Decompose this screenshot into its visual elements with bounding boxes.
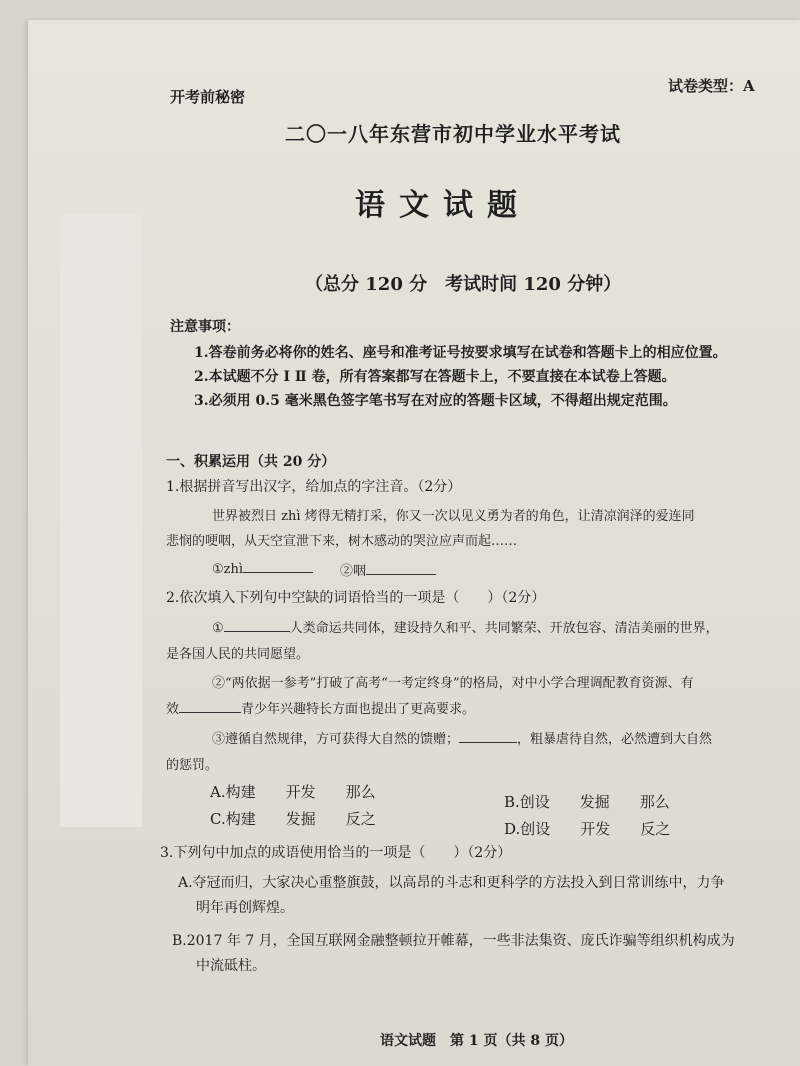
answer-blank-2: ②咽 (340, 560, 436, 579)
question-1-passage: 世界被烈日 zhì 烤得无精打采，你又一次以见义勇为者的角色，让清凉润泽的爱连同 (212, 509, 695, 524)
option-c: C.构建 发掘 反之 (210, 810, 376, 828)
question-3-stem: 3.下列句中加点的成语使用恰当的一项是（ ）（2分） (160, 845, 512, 861)
question-2-sentence-2: ②“两依据一参考”打破了高考“一考定终身”的格局，对中小学合理调配教育资源、有 (212, 676, 694, 691)
exam-meta: （总分 120 分 考试时间 120 分钟） (305, 274, 622, 295)
note-item: 2.本试题不分 Ⅰ Ⅱ 卷，所有答案都写在答题卡上，不要直接在本试卷上答题。 (194, 369, 676, 385)
paper-type-label: 试卷类型：A (668, 77, 755, 95)
notes-heading: 注意事项： (170, 319, 240, 335)
option-a: A.构建 开发 那么 (210, 783, 376, 801)
question-3-option-a: 明年再创辉煌。 (196, 900, 294, 916)
question-3-option-b: B.2017 年 7 月，全国互联网金融整顿拉开帷幕，一些非法集资、庞氏诈骗等组织机构成为 (172, 933, 735, 949)
redacted-area (60, 215, 142, 827)
question-3-option-b: 中流砥柱。 (196, 958, 266, 974)
question-1-stem: 1.根据拼音写出汉字，给加点的字注音。（2分） (166, 479, 462, 495)
option-d: D.创设 开发 反之 (504, 820, 671, 838)
question-3-option-a: A.夺冠而归，大家决心重整旗鼓，以高昂的斗志和更科学的方法投入到日常训练中，力争 (178, 875, 725, 891)
question-2-sentence-3: ③遵循自然规律，方可获得大自然的馈赠； ，粗暴虐待自然，必然遭到大自然 (212, 732, 713, 747)
option-b: B.创设 发掘 那么 (504, 793, 670, 811)
answer-blank-1: ①zhì (212, 560, 313, 577)
question-2-sentence-1: 是各国人民的共同愿望。 (166, 647, 310, 662)
subject-title: 语文试题 (355, 188, 531, 223)
page-footer: 语文试题 第 1 页（共 8 页） (380, 1033, 573, 1049)
question-2-stem: 2.依次填入下列句中空缺的词语恰当的一项是（ ）（2分） (166, 590, 546, 606)
question-2-sentence-3: 的惩罚。 (166, 758, 219, 773)
question-2-sentence-1: ① 人类命运共同体，建设持久和平、共同繁荣、开放包容、清洁美丽的世界， (212, 621, 719, 636)
note-item: 1.答卷前务必将你的姓名、座号和准考证号按要求填写在试卷和答题卡上的相应位置。 (194, 345, 727, 361)
exam-title: 二〇一八年东营市初中学业水平考试 (285, 122, 621, 146)
note-item: 3.必须用 0.5 毫米黑色签字笔书写在对应的答题卡区域，不得超出规定范围。 (194, 393, 677, 409)
question-1-passage: 悲悯的哽咽，从天空宣泄下来，树木感动的哭泣应声而起…… (166, 534, 518, 549)
confidential-label: 开考前秘密 (170, 88, 246, 106)
section-heading: 一、积累运用（共 20 分） (166, 454, 336, 470)
question-2-sentence-2: 效 青少年兴趣特长方面也提出了更高要求。 (166, 702, 476, 717)
